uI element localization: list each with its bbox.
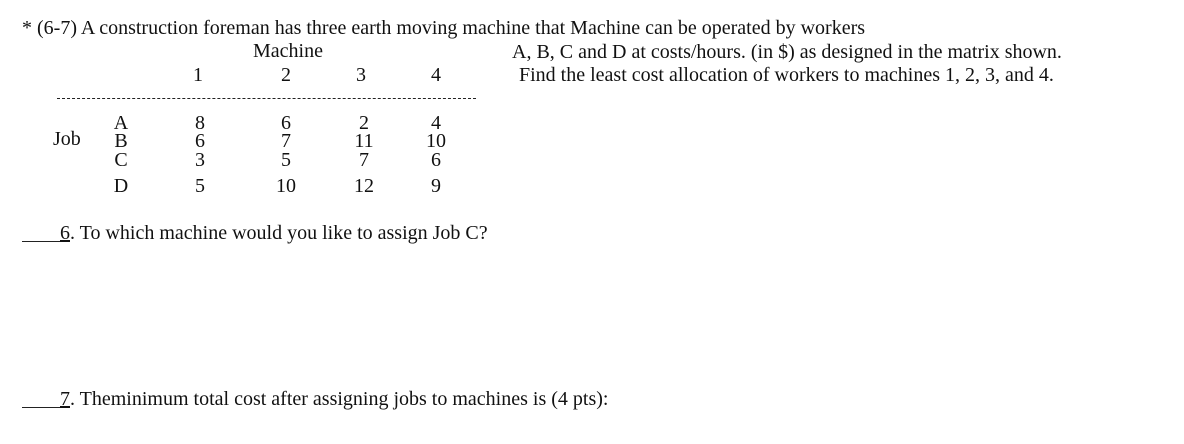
answer-blank[interactable] (22, 241, 60, 242)
matrix-title: Machine (253, 40, 323, 62)
row-label: D (113, 175, 129, 197)
problem-text-line-2: Find the least cost allocation of workers to machines 1, 2, 3, and 4. (519, 64, 1054, 86)
matrix-cell: 11 (354, 130, 374, 152)
matrix-cell: 10 (426, 130, 446, 152)
question-text: . To which machine would you like to assign Job C? (70, 222, 488, 244)
matrix-cell: 6 (281, 112, 291, 134)
row-label: A (113, 112, 129, 134)
column-header: 4 (431, 64, 441, 86)
matrix-cell: 4 (431, 112, 441, 134)
matrix-cell: 7 (281, 130, 291, 152)
question-number: 6 (60, 222, 70, 244)
matrix-cell: 6 (431, 149, 441, 171)
matrix-cell: 10 (276, 175, 296, 197)
problem-header: * (6-7) A construction foreman has three earth moving machine that Machine can be operated by workers (22, 17, 866, 39)
row-header-job: Job (53, 128, 81, 150)
matrix-cell: 8 (195, 112, 205, 134)
matrix-cell: 5 (195, 175, 205, 197)
row-label: C (114, 149, 128, 171)
problem-text-line-1: A, B, C and D at costs/hours. (in $) as designed in the matrix shown. (512, 41, 1062, 63)
question-number: 7 (60, 388, 70, 410)
dashed-divider (57, 98, 476, 99)
matrix-cell: 3 (195, 149, 205, 171)
column-header: 2 (281, 64, 291, 86)
matrix-cell: 2 (359, 112, 369, 134)
column-header: 1 (193, 64, 203, 86)
question-text: . Theminimum total cost after assigning jobs to machines is (4 pts): (70, 388, 609, 410)
column-header: 3 (356, 64, 366, 86)
matrix-cell: 12 (354, 175, 374, 197)
answer-blank[interactable] (22, 407, 60, 408)
row-label: B (114, 130, 128, 152)
matrix-cell: 7 (359, 149, 369, 171)
matrix-cell: 6 (195, 130, 205, 152)
matrix-cell: 5 (281, 149, 291, 171)
matrix-cell: 9 (431, 175, 441, 197)
